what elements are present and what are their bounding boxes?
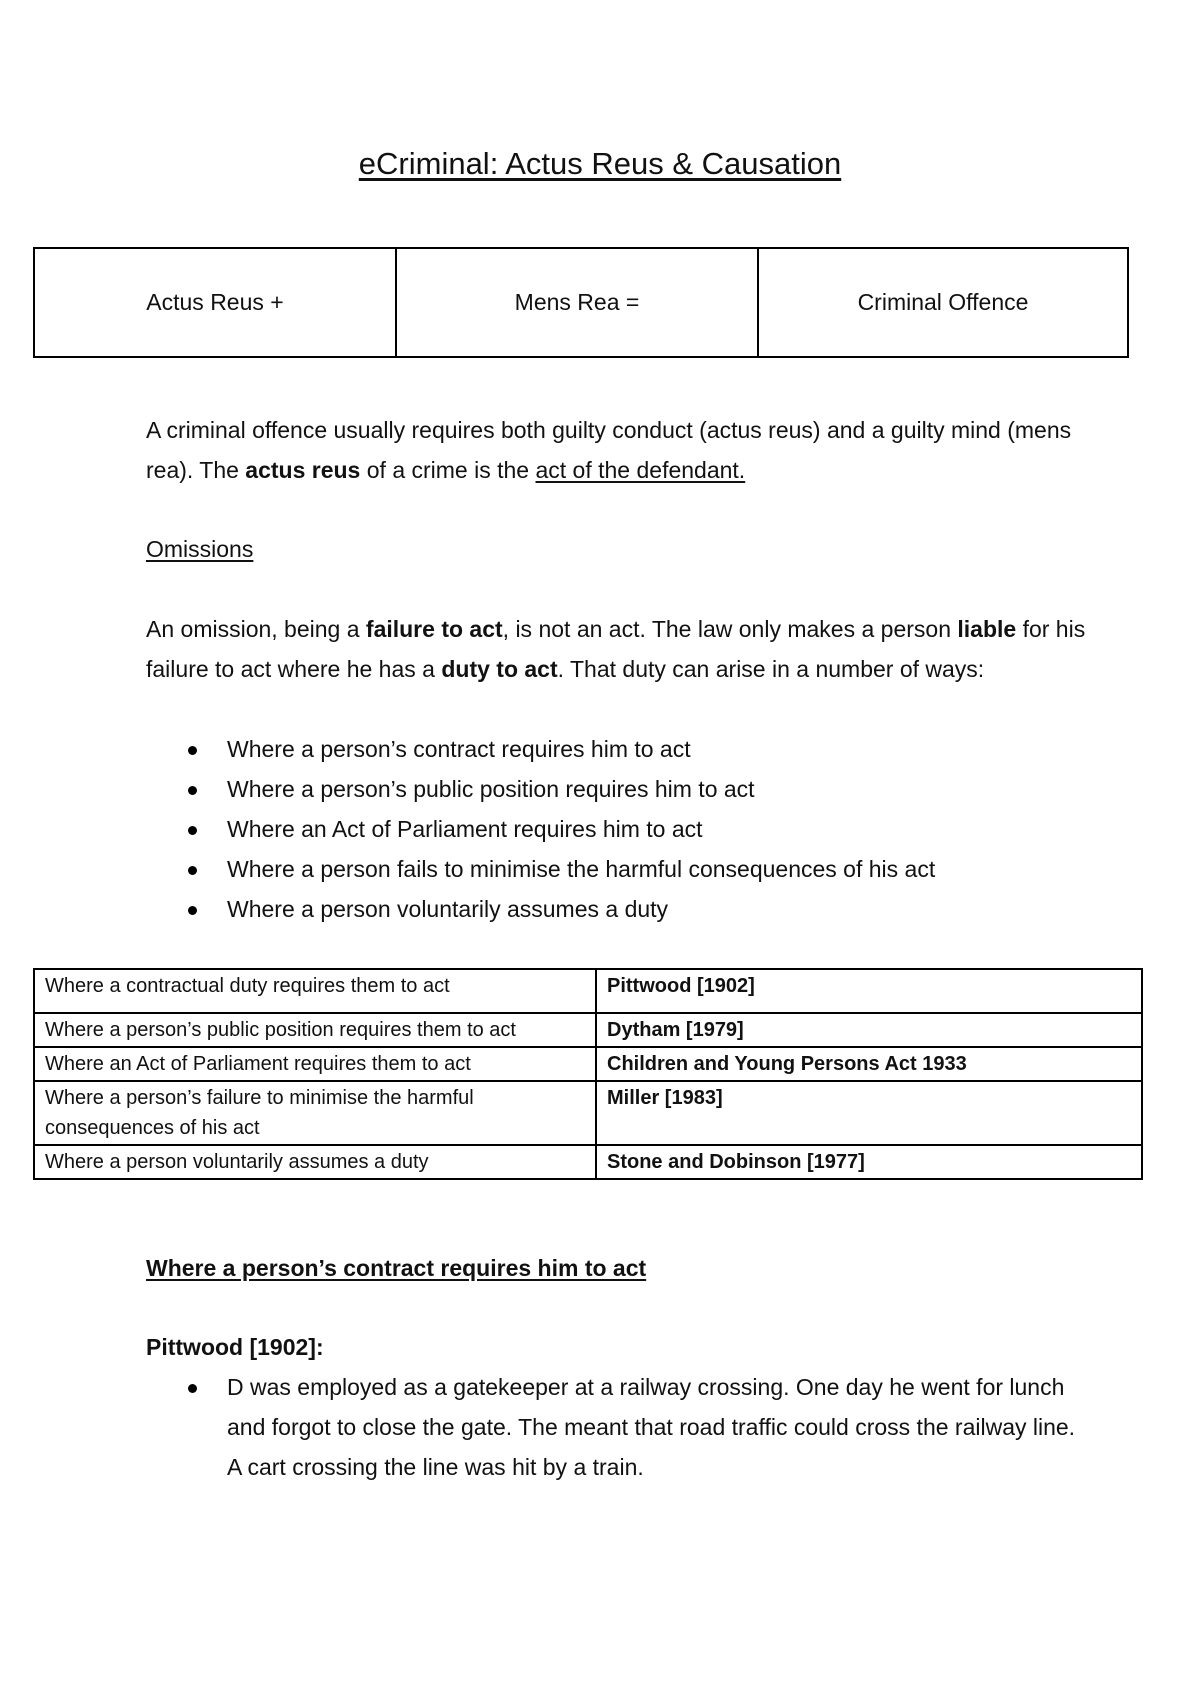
- duty-case-table: [33, 968, 1143, 1180]
- pittwood-bullet-list: [146, 1367, 1086, 1487]
- table-row: [34, 1081, 1142, 1145]
- omissions-text-4: . That duty can arise in a number of ways:: [557, 656, 985, 682]
- intro-text-1: A criminal offence usually requires both guilty conduct (actus reus) and a guilty mind (mens rea). The: [146, 417, 1072, 483]
- omissions-text-2: , is not an act. The law only makes a person: [502, 616, 958, 642]
- formula-mens-rea: Mens Rea =: [396, 248, 758, 357]
- intro-text-2: of a crime is the: [360, 457, 536, 483]
- list-item: [146, 849, 1086, 889]
- intro-paragraph: [146, 410, 1086, 490]
- bullet-icon: [188, 786, 197, 795]
- omissions-bold-3: duty to act: [441, 656, 558, 682]
- contract-section-heading: Where a person’s contract requires him to act: [146, 1255, 647, 1281]
- intro-underlined-term: act of the defendant.: [535, 457, 746, 483]
- omissions-paragraph: [146, 609, 1086, 689]
- list-item: [146, 729, 1086, 769]
- case-cell: Pittwood [1902]: [596, 969, 1142, 1013]
- list-item-text: Where a person’s contract requires him to act: [227, 736, 691, 762]
- duty-cell: Where a person voluntarily assumes a duty: [34, 1145, 596, 1179]
- omissions-text-1: An omission, being a: [146, 616, 366, 642]
- formula-actus-reus: Actus Reus +: [34, 248, 396, 357]
- omissions-bold-2: liable: [957, 616, 1017, 642]
- case-cell: Stone and Dobinson [1977]: [596, 1145, 1142, 1179]
- case-cell: Dytham [1979]: [596, 1013, 1142, 1047]
- table-row: [34, 1013, 1142, 1047]
- formula-criminal-offence: Criminal Offence: [758, 248, 1128, 357]
- duty-cell: Where a person’s failure to minimise the harmful consequences of his act: [34, 1081, 596, 1145]
- omissions-text-3: for his failure to act where he has a: [146, 616, 1086, 682]
- formula-table: [33, 247, 1129, 358]
- duty-cell: Where a contractual duty requires them to act: [34, 969, 596, 1013]
- duty-cell: Where an Act of Parliament requires them to act: [34, 1047, 596, 1081]
- list-item-text: Where a person voluntarily assumes a duty: [227, 896, 669, 922]
- bullet-icon: [188, 906, 197, 915]
- list-item-text: Where a person’s public position requires him to act: [227, 776, 755, 802]
- page-title: eCriminal: Actus Reus & Causation: [358, 146, 842, 181]
- bullet-icon: [188, 866, 197, 875]
- list-item: [146, 889, 1086, 929]
- bullet-icon: [188, 826, 197, 835]
- bullet-icon: [188, 746, 197, 755]
- formula-row: [34, 248, 1128, 357]
- pittwood-case-heading: Pittwood [1902]:: [146, 1334, 324, 1360]
- table-row: [34, 1145, 1142, 1179]
- case-cell: Children and Young Persons Act 1933: [596, 1047, 1142, 1081]
- duty-cell: Where a person’s public position requires them to act: [34, 1013, 596, 1047]
- omissions-bold-1: failure to act: [365, 616, 503, 642]
- intro-bold-term: actus reus: [245, 457, 361, 483]
- case-cell: Miller [1983]: [596, 1081, 1142, 1145]
- list-item: [146, 769, 1086, 809]
- bullet-icon: [188, 1384, 197, 1393]
- list-item-text: Where an Act of Parliament requires him to act: [227, 816, 703, 842]
- list-item: [146, 809, 1086, 849]
- duty-bullet-list: [146, 729, 1086, 929]
- table-row: [34, 969, 1142, 1013]
- list-item-text: Where a person fails to minimise the harmful consequences of his act: [227, 856, 936, 882]
- omissions-heading: Omissions: [146, 536, 254, 562]
- list-item: [146, 1367, 1086, 1487]
- list-item-text: D was employed as a gatekeeper at a railway crossing. One day he went for lunch and forgot to close the gate. The meant that road traffic could cross the railway line. A cart crossing the line was hit by a train.: [227, 1374, 1076, 1480]
- table-row: [34, 1047, 1142, 1081]
